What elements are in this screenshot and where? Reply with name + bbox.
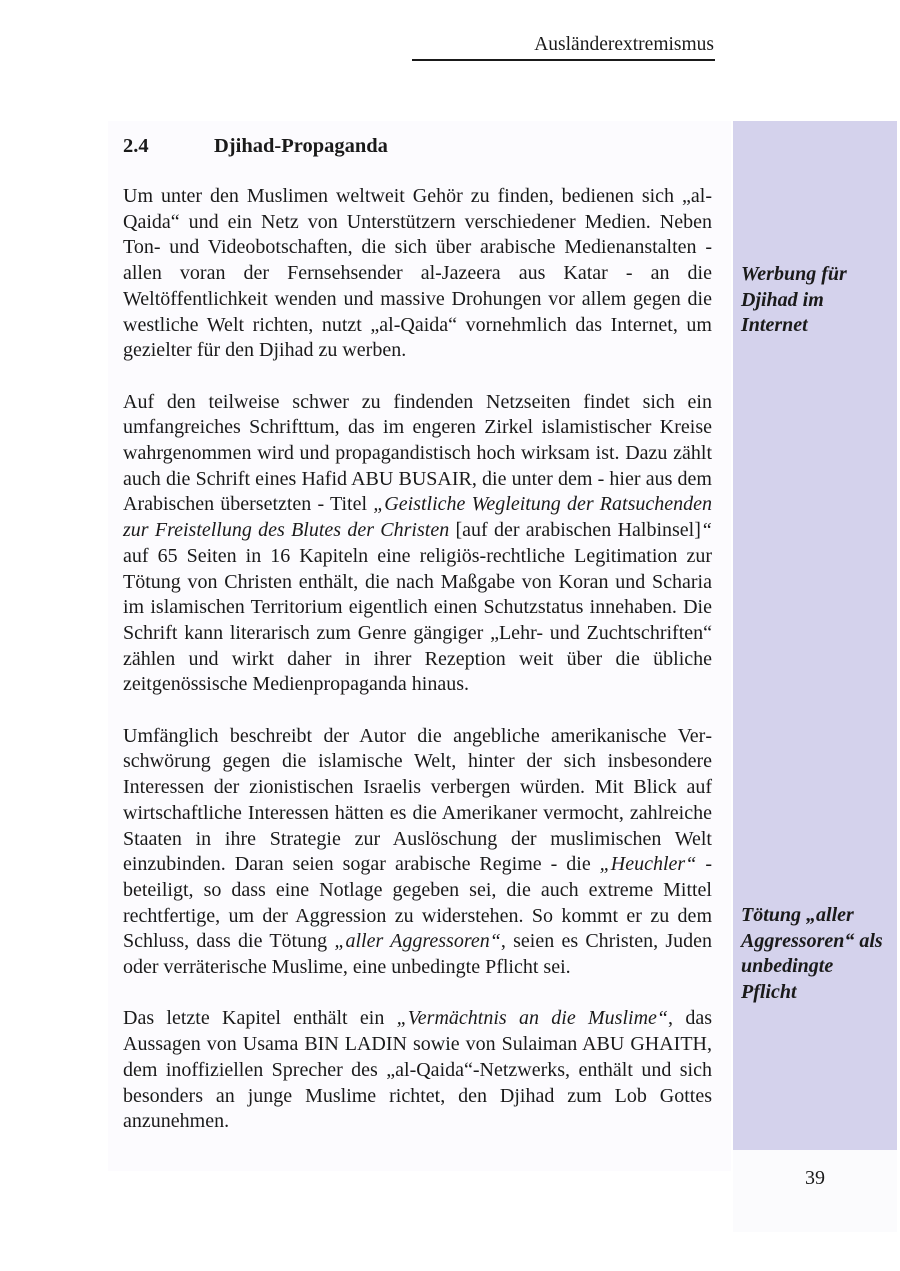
running-title: Ausländerextremismus [534, 34, 714, 55]
header-rule [412, 59, 715, 61]
paragraph-3-text-b: - beteiligt, so dass eine Notlage gegeben sei, die auch extreme Mittel rechtfertige, um der Aggression zu widerstehen. So kommt er zu dem Schluss, dass die Tötung [123, 853, 712, 953]
paragraph-4-book-title: „Vermächtnis an die Muslime“ [396, 1007, 669, 1030]
section-title: Djihad-Propaganda [214, 135, 388, 157]
paragraph-2-text-b: [auf der arabischen Halbinsel] [449, 519, 701, 542]
paragraph-3-heuchler: „Heuchler“ [599, 853, 697, 876]
paragraph-1-text: Um unter den Muslimen weltweit Gehör zu finden, bedienen sich „al-Qaida“ und ein Netz von Unterstützern verschiedener Medien. Neben Ton- und Videobotschaften, die sich über arabische Medienanstalten - allen voran der Fernsehsender al-Jazeera aus Katar - an die Weltöffentlichkeit wenden und massive Drohungen vor allem gegen die westliche Welt richten, nutzt „al-Qaida“ vornehmlich das Internet, um gezielter für den Djihad zu werben. [123, 185, 712, 362]
paragraph-4-text-b: , das Aussagen von Usama BIN LADIN sowie von Sulaiman ABU GHAITH, dem inoffiziellen Sprecher des „al-Qaida“-Netzwerks, enthält und sich besonders an junge Muslime richtet, den Djihad zum Lob Gottes anzunehmen. [123, 1007, 712, 1133]
paragraph-3-text-c: , seien es Christen, Juden oder verräterische Muslime, eine unbedingte Pflicht sei. [123, 930, 712, 979]
paragraph-2-text-a: Auf den teilweise schwer zu findenden Netzseiten findet sich ein umfangreiches Schrifttum, das im engeren Zirkel islamistischer Kreise wahrgenommen wird und propagandistisch hoch wirksam ist. Dazu zählt auch die Schrift eines Hafid ABU BUSAIR, die unter dem - hier aus dem Arabischen übersetzten - Titel [123, 390, 712, 516]
body-text [123, 184, 712, 1161]
paragraph-4-text-a: Das letzte Kapitel enthält ein [123, 1007, 397, 1030]
paragraph-3 [123, 724, 712, 981]
paragraph-2-text-c: auf 65 Seiten in 16 Kapiteln eine religiös-rechtliche Legitimation zur Tötung von Christen enthält, die nach Maßgabe von Koran und Scharia im islamischen Territorium eigentlich einen Schutzstatus innehaben. Die Schrift kann literarisch zum Genre gängiger „Lehr- und Zuchtschriften“ zählen und wirkt daher in ihrer Rezeption weit über die übliche zeitgenössische Medienpropaganda hinaus. [123, 544, 712, 696]
paragraph-3-text-a: Umfänglich beschreibt der Autor die angebliche amerikanische Verschwörung gegen die islamische Welt, hinter der sich insbesondere Interessen der zionistischen Israelis verbergen würden. Mit Blick auf wirtschaftliche Interessen hätten es die Amerikaner vermocht, zahlreiche Staaten in ihre Strategie zur Auslöschung der muslimischen Welt einzubinden. Daran seien sogar arabische Regime - die [123, 724, 712, 876]
paragraph-4 [123, 1006, 712, 1135]
paragraph-2 [123, 390, 712, 698]
paragraph-3-aggressoren: „aller Aggressoren“ [334, 930, 501, 953]
page-number-panel [733, 1150, 897, 1232]
paragraph-1 [123, 184, 712, 364]
paragraph-2-quote-end: “ [700, 519, 712, 542]
paragraph-2-book-title: „Geistliche Wegleitung der Ratsuchenden zur Freistellung des Blutes der Christen [123, 493, 712, 542]
page-number: 39 [805, 1167, 825, 1189]
margin-note-werbung: Werbung für Djihad im Internet [741, 263, 847, 337]
margin-note-toetung: Tötung „aller Aggressoren“ als unbedingte Pflicht [741, 904, 883, 1004]
section-heading [123, 133, 388, 159]
section-number: 2.4 [123, 135, 149, 157]
